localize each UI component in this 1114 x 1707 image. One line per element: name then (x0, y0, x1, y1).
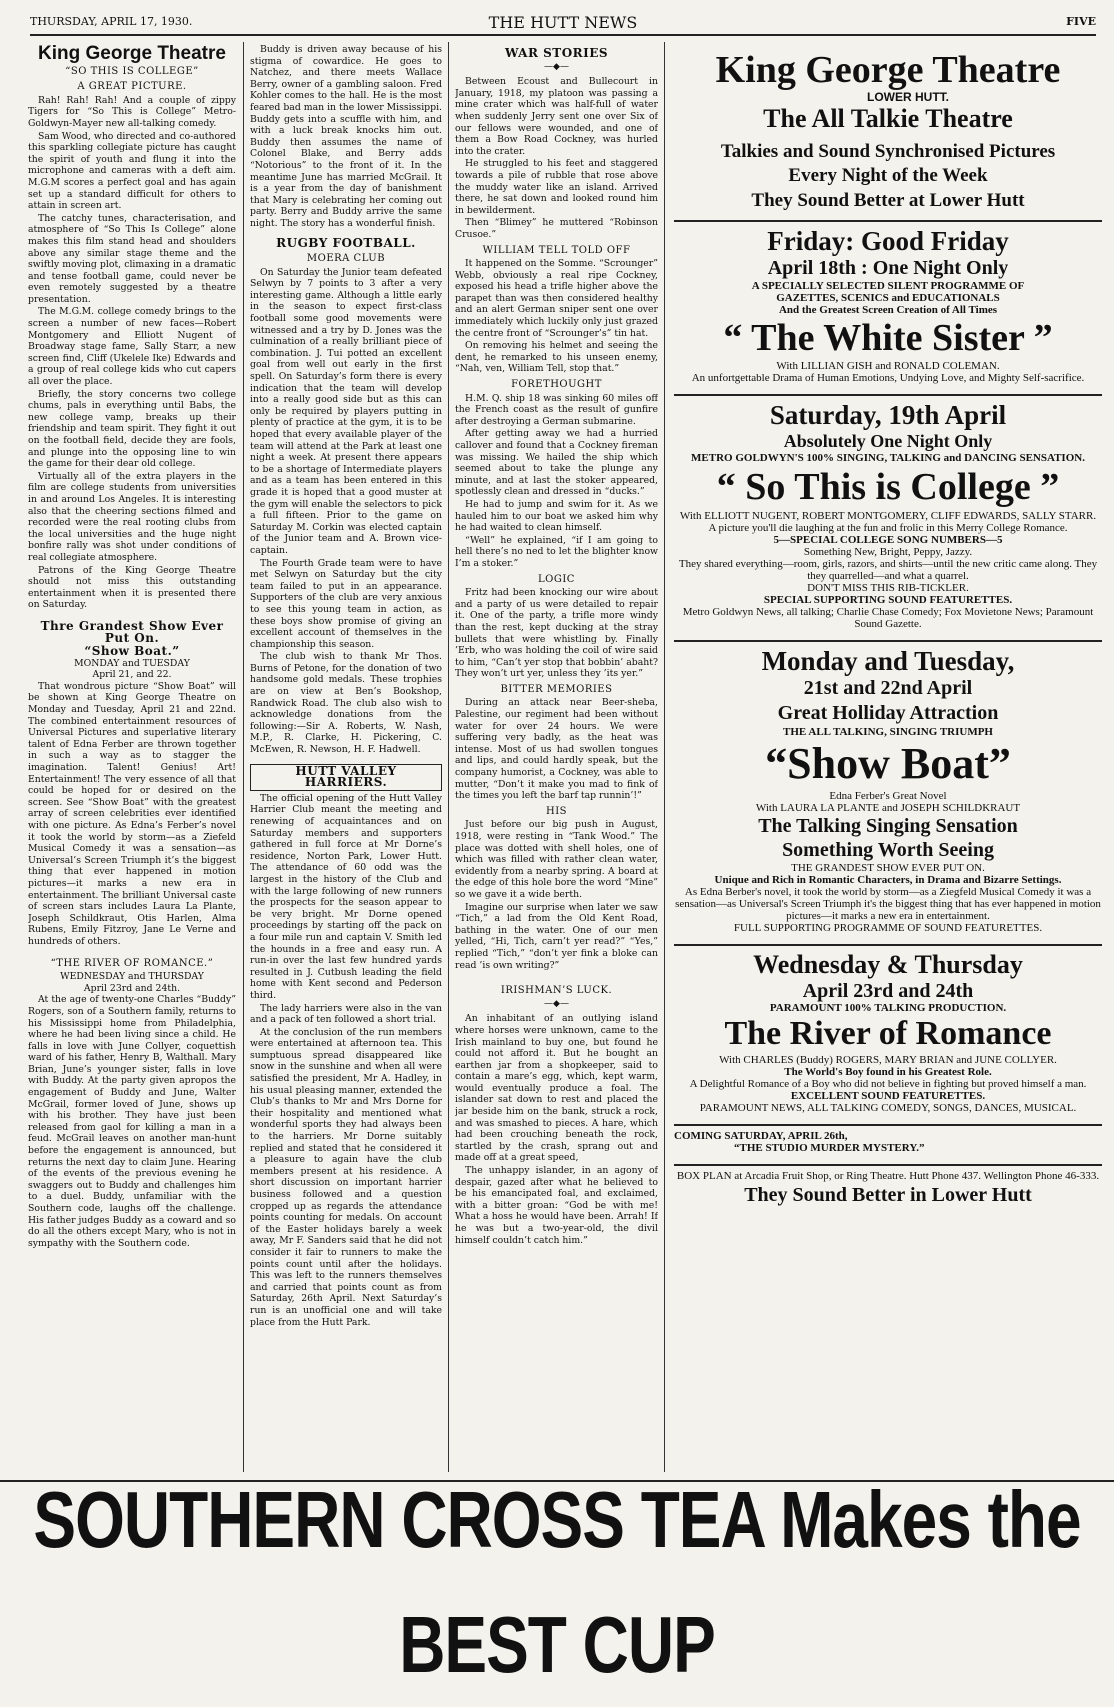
paragraph: That wondrous picture “Show Boat” will be shown at King George Theatre on Monday and Tuesday, April 21 and 22nd. The combined entertainment resources of Universal Pictures and superlative literary talent of Edna Ferber are thrown together in such a way as to stagger the imagination. Talent! Genius! Art! Entertainment! The very essence of all that could be hoped for or desired on the screen. See “Show Boat” with the greatest array of screen celebrities ever identified with one picture. As Edna’s Ferber’s novel it took the world by storm—as a Ziefeld Musical Comedy it was a sensation—as Universal’s Screen Triumph it’s the biggest thing that ever happened in motion pictures—it marks a new era in entertainment. The brilliant Universal caste of screen stars includes Laura La Plante, Joseph Schildkraut, Otis Harlen, Alma Rubens, Emily Fitzroy, Jane Le Verne and hundreds of others. (28, 680, 236, 947)
paragraph: On Saturday the Junior team defeated Selwyn by 7 points to 3 after a very interesting game. Although a little early in the season to expect first-class football some good movements were witnessed and a try by D. Jones was the culmination of a really brilliant piece of combination. J. Tui potted an excellent goal from well out early in the first spell. On Saturday’s form there is every indication that the team will develop into a really good side but as this can only be required by players putting in plenty of practice at the gym, it is to be hoped that every available player of the team will attend at the Park at least one night a week. At present there appears to be a shortage of Intermediate players and as a team has been entered in this grade it is hoped that a good muster at the gym will enable the selectors to pick a full fifteen. Prior to the game on Saturday M. Corkin was elected captain of the Junior team and A. Brown vice-captain. (250, 266, 442, 556)
ad-friday (674, 220, 1102, 388)
column-rule (243, 42, 244, 1472)
ad-text: Something New, Bright, Peppy, Jazzy. (803, 546, 973, 558)
ad-film-title: “ So This is College ” (716, 466, 1060, 508)
ad-box-plan (674, 1164, 1102, 1212)
ad-film-title: “Show Boat” (765, 739, 1011, 788)
column-rule (664, 42, 665, 1472)
ad-text: DON'T MISS THIS RIB-TICKLER. (807, 582, 969, 594)
ad-heading: Something Worth Seeing (782, 839, 994, 861)
paragraph: The M.G.M. college comedy brings to the screen a number of new faces—Robert Montgomery and Elliott Nugent of Broadway stage fame, Sally Starr, a new screen find, Cliff (Ukelele Ike) Edwards and a group of real college kids who cut capers all over the place. (28, 306, 236, 388)
article-title (250, 764, 442, 791)
ad-text: They shared everything—room, girls, razors, and shirts—until the new critic came along. They they quarrelled—and what a quarrel. (678, 558, 1098, 582)
ad-text: With ELLIOTT NUGENT, ROBERT MONTGOMERY, CLIFF EDWARDS, SALLY STARR. (679, 510, 1097, 522)
paragraph: On removing his helmet and seeing the dent, he remarked to his unseen enemy, “Nah, ven, William Tell, stop that.” (455, 340, 658, 375)
ad-text: With CHARLES (Buddy) ROGERS, MARY BRIAN and JUNE COLLYER. (719, 1054, 1057, 1066)
paragraph: An inhabitant of an outlying island where horses were unknown, came to the Irish mainland to buy one, but found he could not afford it. But he bought an earthen jar from a shopkeeper, said to contain a mare’s egg, which, kept warm, would eventually produce a foal. The islander sat down to rest and placed the jar beside him on the bank, struck a rock, and was smashed to pieces. A hare, which had been crouching beneath the rock, startled by the crash, sprang out and made off at a great speed, (455, 1013, 658, 1164)
paragraph: “Well” he explained, “if I am going to hell there’s no ned to let the blighter know I’m a stoker.” (455, 534, 658, 569)
paper-name: THE HUTT NEWS (488, 13, 638, 32)
ad-text: A picture you'll die laughing at the fun and frolic in this Merry College Romance. (708, 522, 1068, 534)
paragraph: Then “Blimey” he muttered “Robinson Crusoe.” (455, 217, 658, 240)
paragraph: Buddy is driven away because of his stigma of cowardice. He goes to Natchez, and there meets Wallace Berry, owner of a gambling saloon. Fred Kohler comes to the hall. He is the most feared bad man in the lower Mississippi. Buddy gets into a scuffle with him, and with a luck break knocks him out. Buddy then assumes the name of Colonel Blake, and Berry adds “Notorious” to the front of it. In the meantime June has married McGrail. It is a year from the day of banishment that Mary is celebrating her coming out party. Berry and Buddy arrive the same night. The story has a wonderful finish. (250, 44, 442, 229)
ad-heading: Every Night of the Week (788, 165, 988, 186)
paragraph: The official opening of the Hutt Valley Harrier Club meant the meeting and renewing of acquaintances and on Saturday members and supporters gathered in full force at Mr Dorne’s residence, Norton Park, Lower Hutt. The attendance of 60 odd was the largest in the history of the Club and with the large following of new runners the prospects for the season appear to be very bright. Mr Dorne opened proceedings by starting off the pack on a four mile run and captain V. Smith led the hounds in a free and easy run. A run-in over the last few hundred yards resulted in J. Cutbush leading the field home with Kent second and Pederson third. (250, 792, 442, 1001)
ornament: —◆— (544, 61, 569, 72)
ad-heading: Talkies and Sound Synchronised Pictures (720, 141, 1056, 162)
ad-heading: Wednesday & Thursday (753, 950, 1023, 979)
ad-heading: Saturday, 19th April (769, 400, 1007, 430)
paragraph: Sam Wood, who directed and co-authored this sparkling collegiate picture has caught the spirit of youth and flung it into the microphone and cameras with a deft aim. M.G.M scores a perfect goal and has again set up a standard difficult for others to attain in screen art. (28, 130, 236, 212)
ornament: —◆— (544, 998, 569, 1009)
dates: April 21, and 22. (92, 669, 172, 681)
ad-monday (674, 640, 1102, 938)
ad-text: 5—SPECIAL COLLEGE SONG NUMBERS—5 (773, 534, 1003, 546)
paragraph: Between Ecoust and Bullecourt in January, 1918, my platoon was passing a mine crater which was half-full of water when suddenly Jerry sent one over Six of our fellows were wounded, and one of them a Bow Road Cockney, was hurled into the crater. (455, 76, 658, 157)
dates: April 23rd and 24th. (83, 982, 181, 994)
ad-text: And the Greatest Screen Creation of All Times (778, 304, 998, 316)
article-title: “THE RIVER OF ROMANCE.” (50, 957, 214, 969)
paragraph: He had to jump and swim for it. As we hauled him to our boat we asked him why he had waited to clean himself. (455, 498, 658, 534)
harriers-title: HUTT VALLEY HARRIERS. (250, 764, 442, 791)
issue-date: THURSDAY, APRIL 17, 1930. (30, 15, 193, 28)
paragraph: At the conclusion of the run members were entertained at afternoon tea. This sumptuous spread disappeared like snow in the sunshine and when all were satisfied the president, Mr A. Hadley, in his usual pleasing manner, extended the Club’s thanks to Mr and Mrs Dorne for their hospitality and mentioned what wonderful sports they had always been to the harriers. Mr Dorne suitably replied and stated that he considered it a pleasure to again have the club members present at his residence. A short discussion on important harrier business followed and a question cropped up as regards the attendance points counting for medals. On account of the Easter holidays barely a week away, Mr F. Sanders said that he did not consider it fair to runners to make the points count until after the holidays. This was left to the runners themselves and carried that points count as from Saturday, 26th April. Next Saturday’s run is an unofficial one and will take place from the Hutt Park. (250, 1026, 442, 1328)
ad-text: METRO GOLDWYN'S 100% SINGING, TALKING and DANCING SENSATION. (691, 452, 1085, 464)
paragraph: The lady harriers were also in the van and a pack of ten followed a short trial. (250, 1002, 442, 1026)
ad-heading: Absolutely One Night Only (783, 431, 993, 451)
paragraph: Patrons of the King George Theatre should not miss this outstanding entertainment when it is presented there on Saturday. (28, 564, 236, 611)
theatre-advertisement (674, 44, 1102, 1474)
ad-text: A Delightful Romance of a Boy who did not believe in fighting but proved himself a man. (689, 1078, 1087, 1090)
article-subtitle: “SO THIS IS COLLEGE” (65, 65, 199, 77)
ad-heading: Monday and Tuesday, (761, 646, 1015, 676)
ad-heading: They Sound Better in Lower Hutt (744, 1184, 1032, 1206)
masthead (30, 12, 1096, 36)
ad-text: PARAMOUNT 100% TALKING PRODUCTION. (769, 1002, 1007, 1014)
column-rule (448, 42, 449, 1472)
ad-text: Metro Goldwyn News, all talking; Charlie Chase Comedy; Fox Movietone News; Paramount Sound Gazette. (682, 606, 1094, 630)
paragraph: Just before our big push in August, 1918, were resting in “Tank Wood.” The place was dotted with shell holes, one of which was filled with rather clean water, evidently from a nearby spring. A board at the edge of this hole bore the word “Mine” so we gave it a wide berth. (455, 819, 658, 900)
ad-text: An unfortgettable Drama of Human Emotions, Undying Love, and Mighty Self-sacrifice. (691, 372, 1085, 384)
ad-text: FULL SUPPORTING PROGRAMME OF SOUND FEATURETTES. (733, 922, 1043, 934)
paragraph: During an attack near Beer-sheba, Palestine, our regiment had been without water for over 24 hours. We were suffering very badly, as the heat was intense. Most of us had swollen tongues and lips, and could hardly speak, but the company humorist, a Cockney, was able to mutter, “Don’t it make you mad to fink of the times you left the barf tap runnin’!” (455, 697, 658, 802)
ad-film-title: “ The White Sister ” (723, 317, 1053, 359)
ad-text: Unique and Rich in Romantic Characters, in Drama and Bizarre Settings. (714, 874, 1062, 886)
story-title: IRISHMAN’S LUCK. (500, 985, 613, 997)
ad-heading: The Talking Singing Sensation (758, 815, 1018, 837)
ad-text: Edna Ferber's Great Novel (829, 790, 947, 802)
ad-text: A SPECIALLY SELECTED SILENT PROGRAMME OF (751, 280, 1025, 292)
column-1 (28, 44, 236, 1474)
paragraph: Fritz had been knocking our wire about and a party of us were detailed to repair it. One of the party, a trifle more windy than the rest, kept ducking at the stray bullets that were whistling by. Finally ’Erb, who was holding the coil of wire said to him, “Can’t yer stop that bobbin’ abaht? They won’t urt yer, unless they ’its yer.” (455, 587, 658, 680)
ad-text: With LILLIAN GISH and RONALD COLEMAN. (776, 360, 1000, 372)
story-title: HIS (545, 805, 568, 817)
ad-wednesday (674, 944, 1102, 1118)
story-title: BITTER MEMORIES (500, 683, 613, 695)
paragraph: Virtually all of the extra players in the film are college students from universities in and around Los Angeles. It is interesting also that the cheering sections filmed and recorded were the real rooting clubs from the local universities and the huge night bonfire rally was shot under conditions of real collegiate atmosphere. (28, 470, 236, 563)
paragraph: He struggled to his feet and staggered towards a pile of rubble that rose above the muddy water like an island. Arrived there, he sat down and looked round him in bewilderment. (455, 158, 658, 216)
ad-heading: April 23rd and 24th (802, 980, 974, 1002)
ad-text: COMING SATURDAY, APRIL 26th, (674, 1130, 848, 1142)
ad-location: LOWER HUTT. (867, 90, 949, 104)
story-title: FORETHOUGHT (511, 379, 602, 391)
ad-text: As Edna Berber's novel, it took the world by storm—as a Ziegfeld Musical Comedy it was a sensation—as Universal's Screen Triumph it's the biggest thing that has ever happened in motion pictures—it marks a new era in entertainment. (675, 886, 1101, 922)
paragraph: Rah! Rah! Rah! And a couple of zippy Tigers for “So This is College” Metro-Goldwyn-Mayer new all-talking comedy. (28, 94, 236, 129)
paragraph: The Fourth Grade team were to have met Selwyn on Saturday but the city team failed to put in an appearance. Supporters of the club are very anxious to see this young team in action, as these boys show promise of giving an excellent account of themselves in the championship this season. (250, 557, 442, 650)
article-subtitle: A GREAT PICTURE. (77, 81, 187, 93)
footer-banner: SOUTHERN CROSS TEA Makes the BEST CUP (33, 1474, 1081, 1690)
paragraph: H.M. Q. ship 18 was sinking 60 miles off the French coast as the result of gunfire after destroying a German submarine. (455, 392, 658, 427)
paragraph: At the age of twenty-one Charles “Buddy” Rogers, son of a Southern family, returns to his Mississippi home from Philadelphia, where he had been living since a child. He falls in love with June Collyer, coquettish ward of his father, Henry B, Walthall. Mary Brian, June’s younger sister, falls in love with Buddy. At the party given apropos the engagement of Buddy and June, Walter McGrail, former loved of June, shows up with his brother. They have just been released from gaol for killing a man in a feud. McGrail leaves on another man-hunt before the engagement is announced, but returns the next day to claim June. Hearing of the events of the previous evening he swaggers out to Buddy and challenges him to a duel. Buddy, unfamiliar with the Southern code, laughs off the challenge. His father judges Buddy as a coward and so do all the others except Mary, who is not in sympathy with the Southern code. (28, 994, 236, 1249)
ad-text: THE GRANDEST SHOW EVER PUT ON. (791, 862, 985, 874)
article-subtitle: MOERA CLUB (306, 253, 386, 265)
paragraph: The unhappy islander, in an agony of despair, gazed after what he believed to be his emancipated foal, and exclaimed, with a bitter groan: “God be with me! What a hoss he would have been. Arrah! If he was but a two-year-old, the divil himself couldn’t catch him.” (455, 1165, 658, 1246)
dates: MONDAY and TUESDAY (74, 657, 190, 669)
ad-text: With LAURA LA PLANTE and JOSEPH SCHILDKRAUT (755, 802, 1021, 814)
paragraph: It happened on the Somme. “Scrounger” Webb, obviously a real ripe Cockney, exposed his head a trifle higher above the parapet than was then considered healthy and an alert German sniper sent one over immediately which luckily only just grazed the centre front of “Scrounger’s” tin hat. (455, 258, 658, 339)
paragraph: After getting away we had a hurried callover and found that a Cockney fireman was missing. We hailed the ship which seemed about to take the plunge any minute, and at last the stoker appeared, spotlessly clean and dressed in “ducks.” (455, 428, 658, 498)
article-title: Thre Grandest Show Ever Put On. (40, 618, 224, 645)
page-number: FIVE (1066, 15, 1096, 28)
article-title: King George Theatre (38, 44, 226, 64)
ad-text: THE ALL TALKING, SINGING TRIUMPH (783, 726, 993, 738)
ad-heading: The All Talkie Theatre (763, 104, 1013, 133)
ad-heading: Great Holliday Attraction (777, 702, 999, 724)
dates: WEDNESDAY and THURSDAY (60, 971, 204, 983)
ad-text: BOX PLAN at Arcadia Fruit Shop, or Ring Theatre. Hutt Phone 437. Wellington Phone 46-333. (676, 1170, 1100, 1182)
story-title: WILLIAM TELL TOLD OFF (482, 244, 631, 256)
ad-saturday (674, 394, 1102, 634)
footer-advert (0, 1474, 1114, 1690)
paragraph: The club wish to thank Mr Thos. Burns of Petone, for the donation of two handsome gold medals. These trophies are on view at Ben’s Bookshop, Randwick Road. The club also wish to acknowledge donations from the following:—Sir A. Roberts, W. Nash, M.P., R. Clarke, H. Pickering, C. McEwen, R. Newson, H. F. Hadwell. (250, 651, 442, 756)
paragraph: The catchy tunes, characterisation, and atmosphere of “So This Is College” alone makes this film stand head and shoulders above any similar stage theme and the swiftly moving plot, climaxing in a dramatic and tense football game, could never be even remotely suggested by a theatre presentation. (28, 212, 236, 305)
ad-text: The World's Boy found in his Greatest Role. (784, 1066, 992, 1078)
paragraph: Imagine our surprise when later we saw “Tich,” a lad from the Old Kent Road, bathing in the water. One of our men yelled, “Hi, Tich, carn’t yer read?” “Yes,” replied “Tich,” “don’t yer fink a bloke can read ’is own writing?” (455, 901, 658, 971)
ad-text: PARAMOUNT NEWS, ALL TALKING COMEDY, SONGS, DANCES, MUSICAL. (699, 1102, 1077, 1114)
ad-text: EXCELLENT SOUND FEATURETTES. (790, 1090, 986, 1102)
article-title: WAR STORIES (504, 46, 609, 60)
ad-text: GAZETTES, SCENICS and EDUCATIONALS (776, 292, 1000, 304)
ad-title: King George Theatre (715, 49, 1061, 91)
article-subtitle: “Show Boat.” (84, 644, 180, 659)
article-title: RUGBY FOOTBALL. (276, 235, 416, 250)
ad-coming (674, 1124, 1102, 1158)
paragraph: Briefly, the story concerns two college chums, pals in everything until Babs, the new college vamp, breaks up their friendship and team spirit. They fight it out on the football field, decide they are fools, and plunge into the opposing line to win the game for their dear old college. (28, 388, 236, 470)
column-2 (250, 44, 442, 1474)
ad-heading: 21st and 22nd April (803, 677, 973, 699)
ad-text: “THE STUDIO MURDER MYSTERY.” (734, 1142, 925, 1154)
ad-text: SPECIAL SUPPORTING SOUND FEATURETTES. (763, 594, 1013, 606)
story-title: LOGIC (538, 573, 575, 585)
ad-heading: Friday: Good Friday (767, 226, 1009, 256)
column-3 (455, 44, 658, 1474)
ad-heading: April 18th : One Night Only (767, 257, 1009, 279)
ad-heading: They Sound Better at Lower Hutt (751, 190, 1025, 211)
ad-film-title: The River of Romance (724, 1015, 1052, 1052)
